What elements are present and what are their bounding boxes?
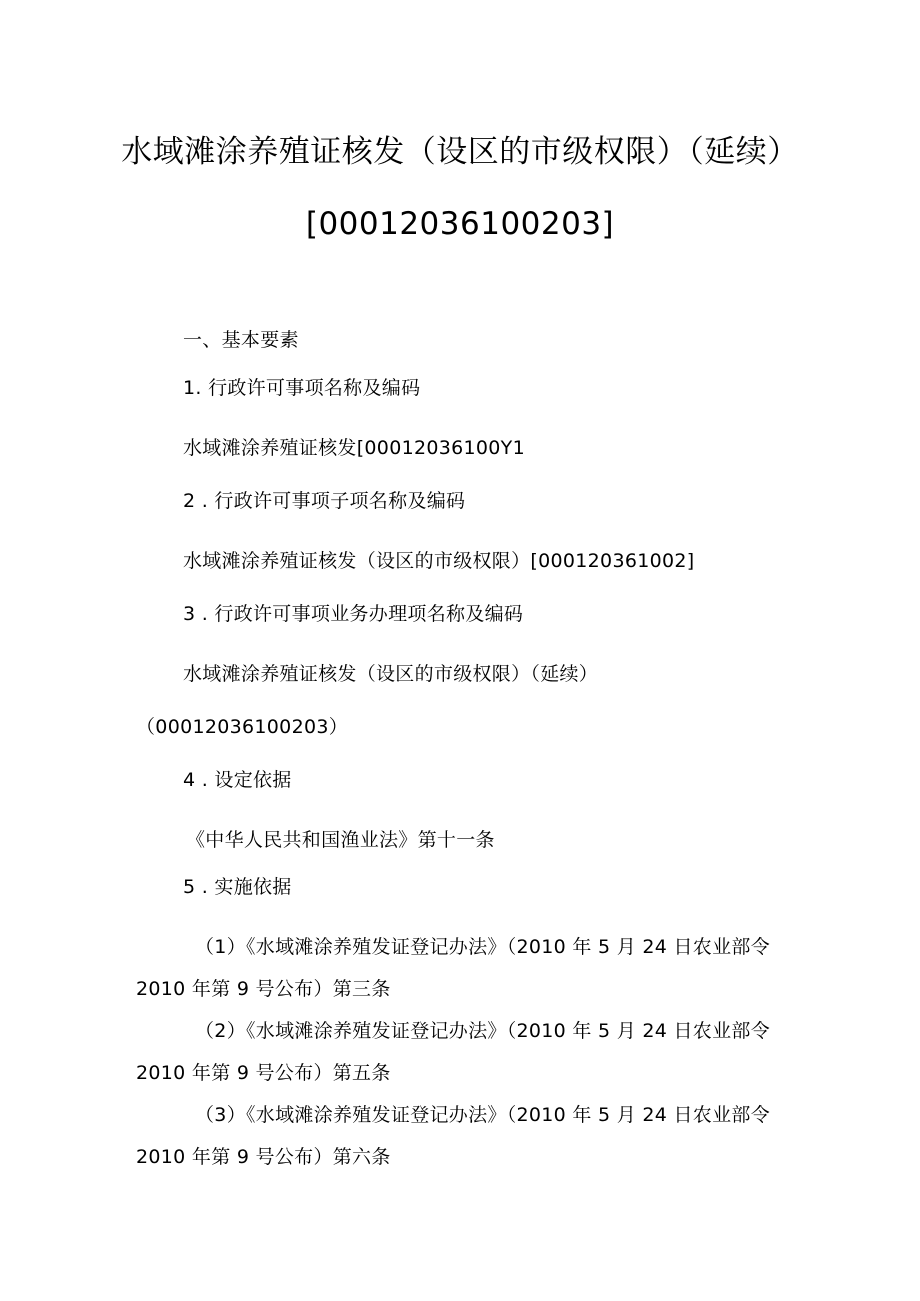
item2-content: 水域滩涂养殖证核发（设区的市级权限）[000120361002] (183, 550, 695, 572)
item3-content-line2: （00012036100203） (136, 716, 349, 738)
item1-heading: 1. 行政许可事项名称及编码 (183, 377, 421, 399)
basis-1-line1: （1）《水域滩涂养殖发证登记办法》（2010 年 5 月 24 日农业部令 (195, 936, 771, 958)
basis-3-line2: 2010 年第 9 号公布）第六条 (136, 1146, 391, 1168)
item3-content-line1: 水域滩涂养殖证核发（设区的市级权限）（延续） (183, 663, 599, 685)
section-heading: 一、基本要素 (183, 329, 299, 351)
basis-3-line1: （3）《水域滩涂养殖发证登记办法》（2010 年 5 月 24 日农业部令 (195, 1104, 771, 1126)
basis-1-line2: 2010 年第 9 号公布）第三条 (136, 978, 391, 1000)
item2-heading: 2 . 行政许可事项子项名称及编码 (183, 490, 466, 512)
document-title: 水域滩涂养殖证核发（设区的市级权限）（延续） (121, 134, 799, 170)
item4-heading: 4 . 设定依据 (183, 769, 292, 791)
item5-heading: 5 . 实施依据 (183, 876, 292, 898)
item1-content: 水域滩涂养殖证核发[00012036100Y1 (183, 437, 525, 459)
item3-heading: 3 . 行政许可事项业务办理项名称及编码 (183, 603, 524, 625)
basis-2-line1: （2）《水域滩涂养殖发证登记办法》（2010 年 5 月 24 日农业部令 (195, 1020, 771, 1042)
basis-2-line2: 2010 年第 9 号公布）第五条 (136, 1062, 391, 1084)
document-code: [00012036100203] (305, 206, 615, 242)
item4-content: 《中华人民共和国渔业法》第十一条 (186, 829, 495, 851)
